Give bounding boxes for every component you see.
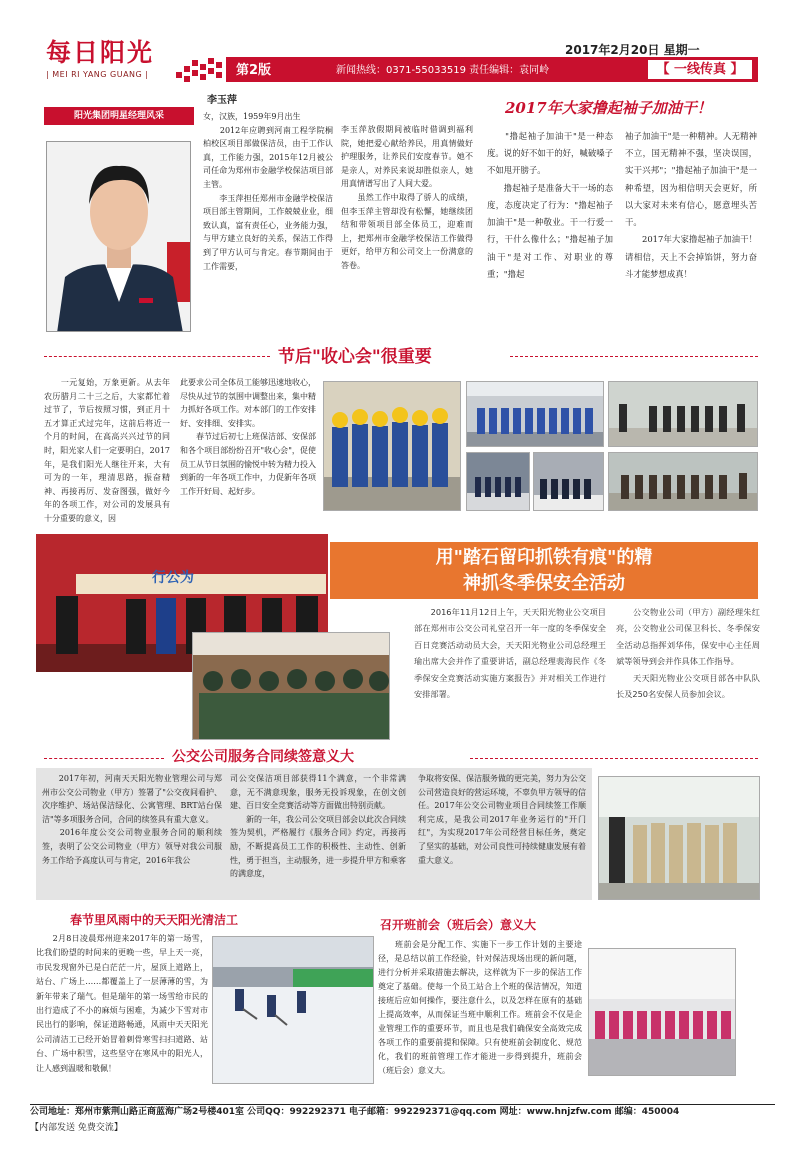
snow-cleaners-body: 2月8日凌晨郑州迎来2017年的第一场雪，比我们盼望的时间来的更晚一些，早上天一亮，市民发现窗外已是白茫茫一片，屋顶上道路上，站台、广场上……都覆盖上了一层薄薄的雪，为新年带来了瑞气。但是瑞年的第一场雪给市民的出行造成了不小的麻烦与困难，为减少下雪对市民出行的影响，保证道路畅通，风雨中天天阳光公司清洁工已经开始冒着刺骨寒雪扫扫道路、站台、广场中积雪，这些坚守在寒风中的阳光人，让人感到温暖和敬佩！ xyxy=(36,934,208,1073)
edition-label: 第2版 xyxy=(236,63,272,78)
winter-security-col2: 公交物业公司（甲方）副经理朱红亮，公交物业公司保卫科长、冬季保安全活动总指挥刘华伟，保安中心主任周斌等领导到会并作具体工作指导。 天天阳光物业公交项目部各中队队长及250名安保人员参加会议。 xyxy=(616,607,760,700)
shift-meeting-headline: 召开班前会（班后会）意义大 xyxy=(380,918,537,932)
header-banner xyxy=(226,57,758,82)
snow-cleaning-photo xyxy=(212,936,374,1084)
after-holiday-col1: 一元复始，万象更新。从去年农历腊月二十三之后，大家都忙着过节了，节后按照习惯，到正月十五才算正式过完年，这前后将近一个月的时间，在高高兴兴过节的同时，阳光家人们一定要明白，2017年，是我们阳光人继往开来，大有可为的一年，理清思路，振奋精神、再接再厉、发奋图强，做好今年的各项工作，对公司的发展具有十分重要的意义，因 xyxy=(44,378,170,523)
snow-cleaners-headline: 春节里风雨中的天天阳光清洁工 xyxy=(70,913,239,927)
bus-contract-col1: 2017年初，河南天天阳光物业管理公司与郑州市公交公司物业（甲方）签署了"公交夜间看护、次序维护、场站保洁绿化、公寓管理、BRT站台保洁"等多项服务合同，合同的续签具有重大意义。 2016年度公交公司物业服务合同的顺利续签，表明了公交公司物业（甲方）领导对我公司服务工作给予高度认可与肯定，2016年我公 xyxy=(42,774,222,865)
winter-security-headline-2: 神抓冬季保安全活动 xyxy=(463,573,625,594)
manager-name: 李玉萍 xyxy=(207,95,237,106)
rolled-sleeves-col2: 袖子加油干"是一种精神。人无精神不立，国无精神不强，坚决误国，实干兴邦"；"撸起袖子加油干"是一种希望，因为相信明天会更好，所以大家对未来有信心，愿意埋头苦干。 2017年大家撸起袖子加油干！请相信，天上不会掉馅饼，努力奋斗才能梦想成真！ xyxy=(625,131,757,279)
bus-contract-photo xyxy=(598,776,760,900)
newspaper-logo: 每日阳光 xyxy=(46,38,155,67)
issue-date: 2017年2月20日 星期一 xyxy=(565,43,700,57)
rolled-sleeves-headline: 2017年大家撸起袖子加油干！ xyxy=(505,99,712,117)
winter-security-headline-box xyxy=(330,542,758,599)
after-holiday-col2: 此要求公司全体员工能够迅速地收心，尽快从过节的氛围中调整出来，集中精力抓好各项工作。对本部门的工作安排好、安排细、安排实。 春节过后初七上班保洁部、安保部和各个项目部纷纷召开"收心会"，促使员工从节日氛围的愉悦中转为精力投入到新的一年各项工作中，力促新年各项工作开好局、起好步。 xyxy=(180,378,316,496)
winter-security-col1: 2016年11月12日上午，天天阳光物业公交项目部在郑州市公交公司礼堂召开一年一度的冬季保安全百日竞赛活动动员大会，天天阳光物业公司总经理王瑜出席大会并作了重要讲话，副总经理裴海民作《冬季保安全竞赛活动实施方案报告》并对相关工作进行安排部署。 xyxy=(414,607,606,700)
manager-portrait xyxy=(46,141,191,332)
divider xyxy=(44,758,164,759)
divider xyxy=(470,758,758,759)
star-manager-title: 阳光集团明星经理风采 xyxy=(44,107,194,125)
banner-sign-text: 行公为 xyxy=(152,570,194,586)
meeting-photo-yard xyxy=(608,452,758,511)
bus-contract-col3: 争取将安保、保洁服务做的更完美，努力为公交公司营造良好的营运环境，不辜负甲方领导的信任。2017年公交公司物业项目合同续签工作顺利完成，是我公司2017年业务运行的"开门红"，为实现2017年公司经营目标任务，奠定了坚实的基础，对公司良性可持续健康发展有着重大意义。 xyxy=(418,774,586,865)
newspaper-pinyin: | MEI RI YANG GUANG | xyxy=(46,70,149,79)
meeting-photo-hall xyxy=(466,381,604,447)
security-audience-photo xyxy=(192,632,390,740)
footer-note: 【内部发送 免费交流】 xyxy=(30,1123,123,1133)
bus-contract-headline: 公交公司服务合同续签意义大 xyxy=(172,749,354,765)
manager-bio-col1: 女，汉族，1959年9月出生 2012年应聘到河南工程学院桐柏校区项目部做保洁员，由于工作认真，工作能力强，2015年12月被公司任命为郑州市金融学校保洁项目部主管。 李玉萍担任郑州市金融学校保洁项目部主管期间，工作兢兢业业，细致认真，富有责任心，业务能力强，与甲方建立良好的关系，保洁工作得到了甲方认可与肯定。春节期间由于工作需要， xyxy=(203,112,333,271)
shift-meeting-body: 班前会是分配工作、实施下一步工作计划的主要途径，是总结以前工作经验，针对保洁现场出现的新问题，进行分析并采取措施去解决，这样就为下一步的保洁工作奠定了基础。使每一个员工站合上个班的保洁情况，知道接班后应如何操作，要注意什么，以及怎样在原有的基础上提高效率，从而保证当班中顺利工作。班前会不仅是企业管理工作的重要环节，而且也是我们确保安全高效完成各项工作的重要前提和保障。只有使班前会制度化、规范化，我们的班前管理工作才能进一步得到提升，班前会（班后会）意义大。 xyxy=(378,940,582,1075)
meeting-photo-workers xyxy=(323,381,461,511)
column-tag: 【 一线传真 】 xyxy=(648,60,752,79)
footer-address: 公司地址：郑州市紫荆山路正商蓝海广场2号楼401室 公司QQ：992292371 电子邮箱：992292371@qq.com 网址：www.hnjzfw.com 邮编：450004 xyxy=(30,1107,680,1117)
meeting-photo-guards xyxy=(533,452,604,511)
meeting-photo-outdoor xyxy=(608,381,758,447)
manager-bio-col2: 李玉萍放假期间被临时借调到福利院，她把爱心献给养民，用真情做好护理服务，让养民们安度春节。她不是亲人，对养民来说却胜似亲人，她用真情谱写出了人间大爱。 虽然工作中取得了骄人的成绩，但李玉萍主管却没有松懈，她继续团结和带领项目部全体员工，迎难而上，把郑州市金融学校保洁工作做得更好，给甲方和公司交上一份满意的答卷。 xyxy=(341,125,473,270)
pixel-decoration xyxy=(176,54,226,84)
bus-contract-col2: 司公交保洁项目部获得11个满意，一个非常满意，无不满意现象，服务无投诉现象，在创文创建、百日安全竞赛活动等方面做出特别贡献。 新的一年，我公司公交项目部会以此次合同续签为契机，严格履行《服务合同》约定，再接再励，不断提高员工工作的积极性、主动性、创新性，勇于担当，主动服务，进一步提升甲方和乘客的满意度， xyxy=(230,774,406,879)
shift-meeting-photo xyxy=(588,948,736,1076)
rolled-sleeves-col1: "撸起袖子加油干"是一种态度。说的好不如干的好，喊破嗓子不如甩开膀子。 撸起袖子是准备大干一场的态度，态度决定了行为："撸起袖子加油干"是一种敬业。干一行爱一行，干什么像什么；"撸起袖子加油干"是对工作、对职业的尊重；"撸起 xyxy=(487,131,613,279)
winter-security-headline-1: 用"踏石留印抓铁有痕"的精 xyxy=(435,547,653,568)
hotline-text: 新闻热线：0371-55033519 责任编辑：袁同岭 xyxy=(336,65,550,76)
footer-divider xyxy=(30,1104,775,1105)
after-holiday-headline: 节后"收心会"很重要 xyxy=(278,347,432,367)
divider xyxy=(44,356,270,357)
divider xyxy=(510,356,758,357)
meeting-photo-indoor xyxy=(466,452,530,511)
